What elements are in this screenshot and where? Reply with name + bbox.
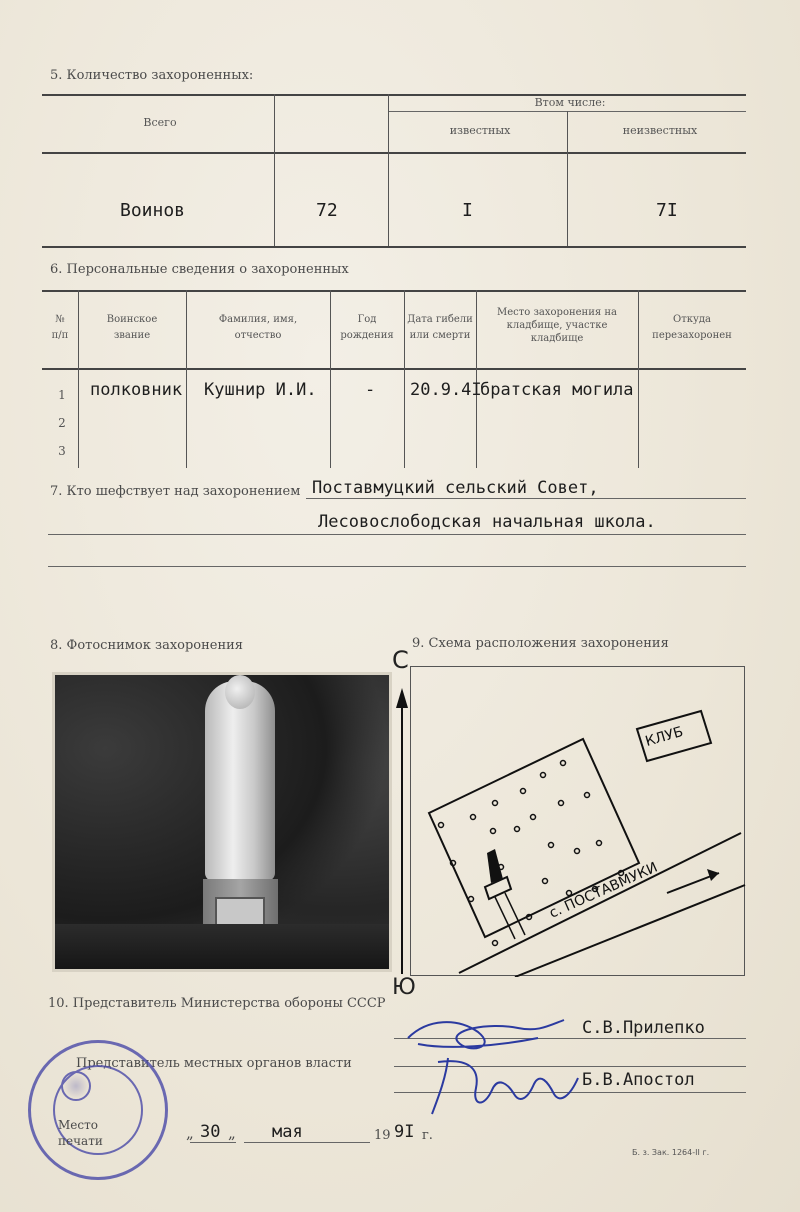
header-known: известных bbox=[449, 124, 511, 137]
table5-bottom-rule bbox=[42, 246, 746, 248]
mo-rep-label: 10. Представитель Министерства обороны СССР bbox=[48, 996, 386, 1011]
unknown-buried-value: 7I bbox=[656, 200, 678, 221]
north-arrow-icon bbox=[392, 676, 412, 976]
date-close-quote: „ bbox=[228, 1124, 236, 1142]
date-month-rule bbox=[244, 1142, 370, 1143]
section5-title: 5. Количество захороненных: bbox=[50, 68, 254, 83]
photo-ground bbox=[55, 924, 389, 969]
header-total: Всего bbox=[143, 116, 177, 129]
col-burial-place-header: Место захоронения на кладбище, участке кладбище bbox=[496, 307, 617, 344]
local-rep-name: Б.В.Апостол bbox=[582, 1070, 695, 1090]
patron-rule-1 bbox=[306, 498, 746, 499]
date-open-quote: „ bbox=[186, 1124, 194, 1142]
col-rank-header: Воинское звание bbox=[106, 314, 158, 341]
record-burial-place: братская могила bbox=[480, 380, 634, 400]
patron-line-1: Поставмуцкий сельский Совет, bbox=[312, 478, 599, 498]
col-death-date-header: Дата гибели или смерти bbox=[407, 314, 473, 341]
row-number-3: 3 bbox=[58, 444, 66, 458]
record-birth-year: - bbox=[365, 380, 376, 400]
header-unknown: неизвестных bbox=[622, 124, 698, 137]
date-day: 30 bbox=[200, 1122, 221, 1142]
table5-col-divider-2 bbox=[388, 94, 389, 246]
record-rank: полковник bbox=[90, 380, 183, 400]
row-number-2: 2 bbox=[58, 416, 66, 430]
record-full-name: Кушнир И.И. bbox=[204, 380, 317, 400]
section8-title: 8. Фотоснимок захоронения bbox=[50, 638, 244, 653]
emblem-icon bbox=[61, 1071, 91, 1101]
total-buried-value: 72 bbox=[316, 200, 338, 221]
signature-handwritten bbox=[388, 998, 608, 1128]
patron-rule-2 bbox=[48, 534, 746, 535]
table5-top-rule bbox=[42, 94, 746, 96]
location-scheme bbox=[410, 666, 745, 976]
table5-col-divider-1 bbox=[274, 94, 275, 246]
local-rep-label: Представитель местных органов власти bbox=[76, 1056, 352, 1071]
table6-header-rule bbox=[42, 368, 746, 370]
scheme-drawing bbox=[411, 667, 746, 977]
row-label-warriors: Воинов bbox=[120, 200, 186, 221]
col-birth-year-header: Год рождения bbox=[340, 314, 394, 341]
section9-title: 9. Схема расположения захоронения bbox=[412, 636, 669, 651]
club-label: КЛУБ bbox=[643, 723, 686, 751]
south-label: Ю bbox=[392, 975, 416, 1000]
monument-statue bbox=[205, 681, 275, 881]
mo-rep-name: С.В.Прилепко bbox=[582, 1018, 705, 1038]
table6-top-rule bbox=[42, 290, 746, 292]
col-name-header: Фамилия, имя, отчество bbox=[218, 314, 298, 341]
print-note: Б. з. Зак. 1264-II г. bbox=[632, 1148, 710, 1157]
col-reburied-from-header: Откуда перезахоронен bbox=[652, 314, 732, 341]
date-year-suffix: 9I bbox=[394, 1122, 415, 1142]
patron-line-2: Лесовослободская начальная школа. bbox=[318, 512, 656, 532]
header-including: Втом числе: bbox=[534, 96, 606, 109]
row-number-1: 1 bbox=[58, 388, 66, 402]
official-stamp bbox=[28, 1040, 168, 1180]
date-year-prefix: 19 bbox=[374, 1128, 391, 1143]
section6-title: 6. Персональные сведения о захороненных bbox=[50, 262, 349, 277]
table5-col-divider-3 bbox=[567, 111, 568, 246]
section7-title: 7. Кто шефствует над захоронением bbox=[50, 484, 301, 499]
street-label: с. ПОСТАВМУКИ bbox=[547, 859, 661, 922]
col-num-header: № п/п bbox=[51, 314, 69, 341]
record-death-date: 20.9.4I bbox=[410, 380, 482, 400]
patron-rule-3 bbox=[48, 566, 746, 567]
north-label: С bbox=[392, 646, 409, 674]
date-year-end: г. bbox=[422, 1128, 433, 1143]
date-month: мая bbox=[272, 1122, 303, 1142]
monument-statue-head bbox=[225, 675, 255, 709]
stamp-place-label: Место печати bbox=[58, 1118, 103, 1148]
table5-header-rule bbox=[42, 152, 746, 154]
date-day-rule bbox=[190, 1142, 236, 1143]
known-buried-value: I bbox=[462, 200, 473, 221]
burial-photo bbox=[52, 672, 392, 972]
